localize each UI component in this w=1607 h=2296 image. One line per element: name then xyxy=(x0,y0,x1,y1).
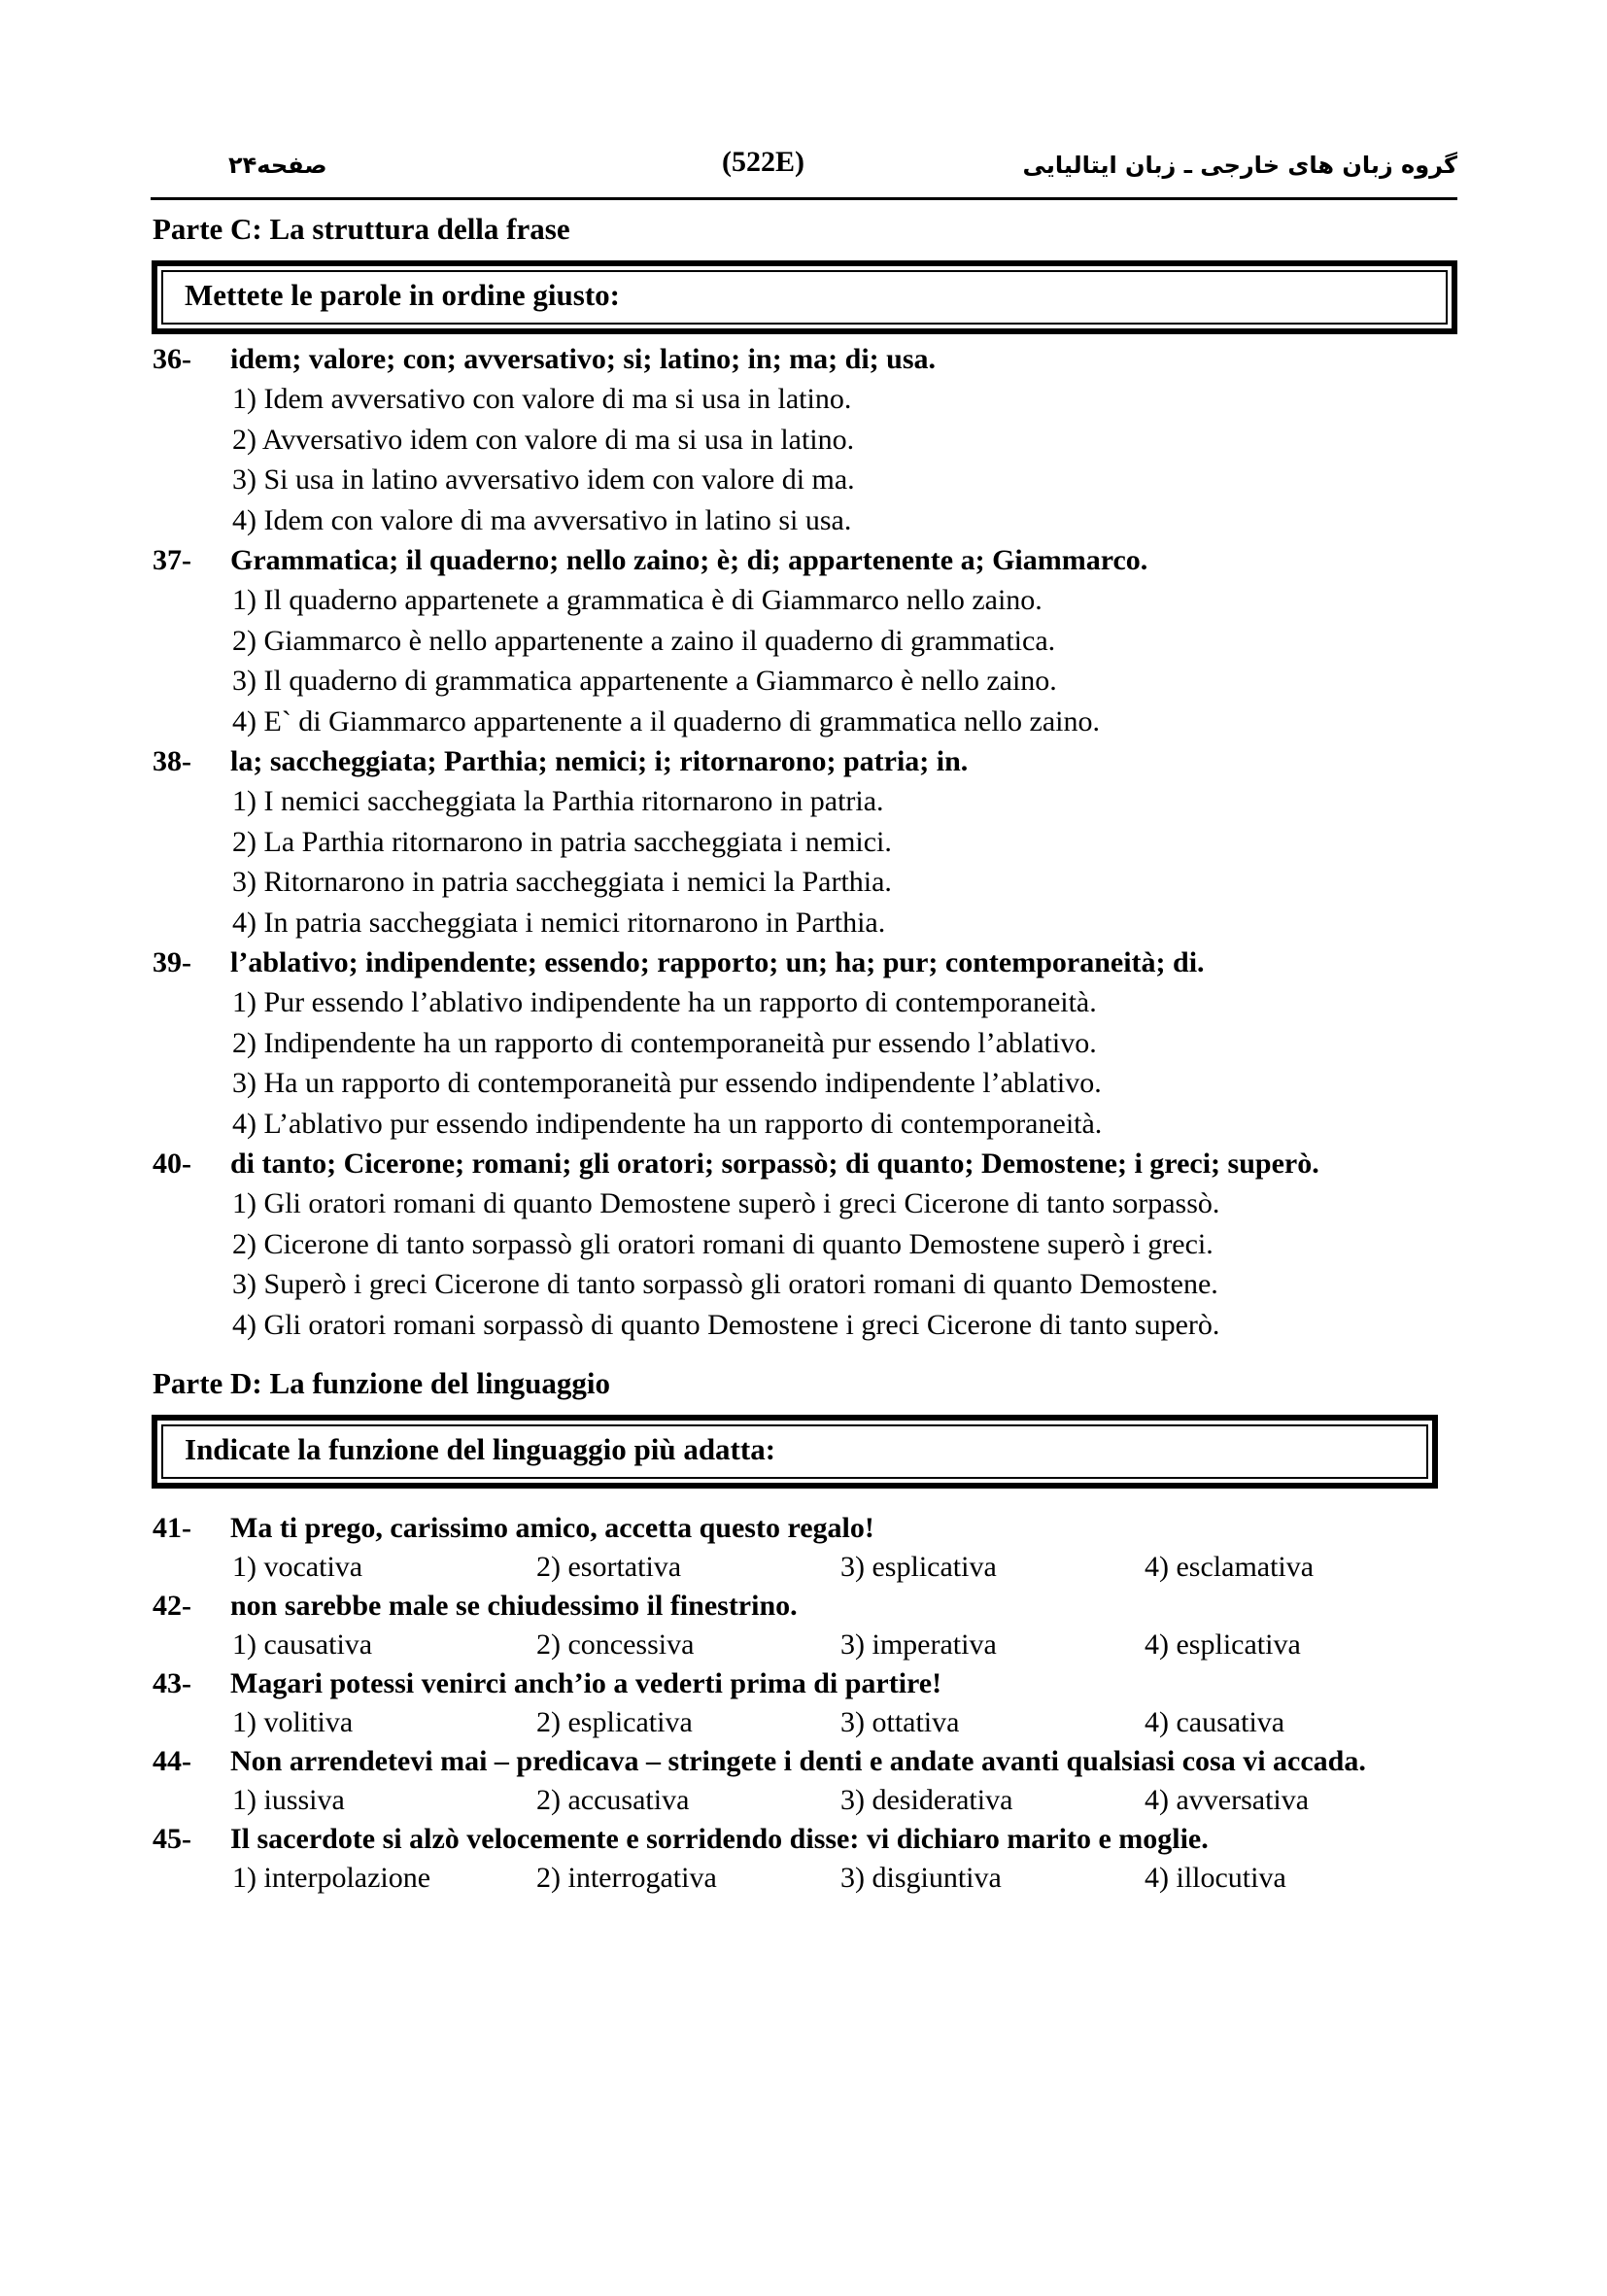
question-stem: Non arrendetevi mai – predicava – stringete i denti e andate avanti qualsiasi cosa vi accada. xyxy=(230,1745,1366,1777)
part-c-instruction-box xyxy=(152,260,1457,334)
question-number: 41- xyxy=(153,1512,191,1544)
part-d-instruction: Indicate la funzione del linguaggio più adatta: xyxy=(161,1424,1428,1479)
option-3[interactable]: 3) imperativa xyxy=(840,1628,997,1661)
question-number: 44- xyxy=(153,1745,191,1777)
question-stem: l’ablativo; indipendente; essendo; rapporto; un; ha; pur; contemporaneità; di. xyxy=(230,946,1205,978)
question-44 xyxy=(153,1742,1474,1820)
question-stem: non sarebbe male se chiudessimo il finestrino. xyxy=(230,1590,798,1622)
option-4[interactable]: 4) esplicativa xyxy=(1145,1628,1301,1661)
question-42 xyxy=(153,1587,1474,1664)
option-4[interactable]: 4) avversativa xyxy=(1145,1784,1310,1816)
question-stem: Il sacerdote si alzò velocemente e sorridendo disse: vi dichiaro marito e moglie. xyxy=(230,1823,1209,1855)
option-4[interactable]: 4) In patria saccheggiata i nemici ritornarono in Parthia. xyxy=(232,906,886,939)
option-4[interactable]: 4) esclamativa xyxy=(1145,1551,1315,1583)
option-3[interactable]: 3) Il quaderno di grammatica appartenente a Giammarco è nello zaino. xyxy=(232,665,1057,698)
option-2[interactable]: 2) Cicerone di tanto sorpassò gli oratori romani di quanto Demostene superò i greci. xyxy=(232,1227,1214,1260)
question-number: 38- xyxy=(153,745,191,777)
question-number: 39- xyxy=(153,946,191,978)
option-2[interactable]: 2) concessiva xyxy=(536,1628,695,1661)
question-stem: Ma ti prego, carissimo amico, accetta questo regalo! xyxy=(230,1512,874,1544)
question-37 xyxy=(153,540,1474,741)
group-title: گروه زبان های خارجی ـ زبان ایتالیایی xyxy=(1022,152,1457,179)
page-number: صفحه۲۴ xyxy=(228,152,327,179)
question-number: 43- xyxy=(153,1667,191,1699)
question-39 xyxy=(153,942,1474,1144)
option-2[interactable]: 2) Giammarco è nello appartenente a zaino il quaderno di grammatica. xyxy=(232,624,1056,657)
question-number: 42- xyxy=(153,1590,191,1622)
option-2[interactable]: 2) interrogativa xyxy=(536,1862,717,1894)
question-stem: Magari potessi venirci anch’io a vederti prima di partire! xyxy=(230,1667,942,1699)
part-d-title: Parte D: La funzione del linguaggio xyxy=(153,1366,611,1400)
option-4[interactable]: 4) causativa xyxy=(1145,1706,1285,1738)
option-1[interactable]: 1) volitiva xyxy=(232,1706,354,1738)
option-1[interactable]: 1) Il quaderno appartenete a grammatica è di Giammarco nello zaino. xyxy=(232,584,1043,616)
page-header xyxy=(151,146,1457,188)
option-1[interactable]: 1) vocativa xyxy=(232,1551,363,1583)
question-number: 36- xyxy=(153,343,191,375)
question-stem: di tanto; Cicerone; romani; gli oratori; sorpassò; di quanto; Demostene; i greci; superò. xyxy=(230,1148,1319,1180)
option-4[interactable]: 4) E` di Giammarco appartenente a il quaderno di grammatica nello zaino. xyxy=(232,704,1100,737)
question-43 xyxy=(153,1664,1474,1742)
option-3[interactable]: 3) Superò i greci Cicerone di tanto sorpassò gli oratori romani di quanto Demostene. xyxy=(232,1268,1218,1301)
option-1[interactable]: 1) I nemici saccheggiata la Parthia ritornarono in patria. xyxy=(232,785,884,817)
option-3[interactable]: 3) Si usa in latino avversativo idem con valore di ma. xyxy=(232,463,855,497)
option-1[interactable]: 1) iussiva xyxy=(232,1784,345,1816)
option-1[interactable]: 1) interpolazione xyxy=(232,1862,431,1894)
option-1[interactable]: 1) causativa xyxy=(232,1628,373,1661)
option-2[interactable]: 2) accusativa xyxy=(536,1784,690,1816)
question-number: 37- xyxy=(153,544,191,576)
question-stem: la; saccheggiata; Parthia; nemici; i; ritornarono; patria; in. xyxy=(230,745,969,777)
exam-code: (522E) xyxy=(722,146,804,178)
option-1[interactable]: 1) Pur essendo l’ablativo indipendente ha un rapporto di contemporaneità. xyxy=(232,986,1097,1018)
option-4[interactable]: 4) L’ablativo pur essendo indipendente ha un rapporto di contemporaneità. xyxy=(232,1107,1103,1140)
option-2[interactable]: 2) Indipendente ha un rapporto di contemporaneità pur essendo l’ablativo. xyxy=(232,1026,1097,1059)
option-4[interactable]: 4) Gli oratori romani sorpassò di quanto Demostene i greci Cicerone di tanto superò. xyxy=(232,1308,1220,1341)
header-rule xyxy=(151,197,1457,200)
option-3[interactable]: 3) desiderativa xyxy=(840,1784,1013,1816)
option-3[interactable]: 3) Ha un rapporto di contemporaneità pur essendo indipendente l’ablativo. xyxy=(232,1067,1102,1100)
option-4[interactable]: 4) illocutiva xyxy=(1145,1862,1286,1894)
question-41 xyxy=(153,1509,1474,1587)
option-1[interactable]: 1) Gli oratori romani di quanto Demostene superò i greci Cicerone di tanto sorpassò. xyxy=(232,1187,1220,1219)
option-2[interactable]: 2) esplicativa xyxy=(536,1706,693,1738)
question-number: 40- xyxy=(153,1148,191,1180)
part-c-instruction: Mettete le parole in ordine giusto: xyxy=(161,270,1448,325)
option-4[interactable]: 4) Idem con valore di ma avversativo in latino si usa. xyxy=(232,503,852,536)
part-d-instruction-box xyxy=(152,1415,1438,1489)
option-1[interactable]: 1) Idem avversativo con valore di ma si usa in latino. xyxy=(232,383,852,415)
option-3[interactable]: 3) esplicativa xyxy=(840,1551,997,1583)
question-36 xyxy=(153,339,1474,540)
option-3[interactable]: 3) ottativa xyxy=(840,1706,960,1738)
option-2[interactable]: 2) Avversativo idem con valore di ma si usa in latino. xyxy=(232,423,855,456)
option-3[interactable]: 3) disgiuntiva xyxy=(840,1862,1002,1894)
part-c-title: Parte C: La struttura della frase xyxy=(153,212,570,246)
question-stem: Grammatica; il quaderno; nello zaino; è; di; appartenente a; Giammarco. xyxy=(230,544,1148,576)
option-3[interactable]: 3) Ritornarono in patria saccheggiata i nemici la Parthia. xyxy=(232,866,892,899)
question-stem: idem; valore; con; avversativo; si; latino; in; ma; di; usa. xyxy=(230,343,937,375)
question-40 xyxy=(153,1144,1474,1345)
option-2[interactable]: 2) esortativa xyxy=(536,1551,682,1583)
question-number: 45- xyxy=(153,1823,191,1855)
question-38 xyxy=(153,741,1474,942)
question-45 xyxy=(153,1820,1474,1898)
option-2[interactable]: 2) La Parthia ritornarono in patria saccheggiata i nemici. xyxy=(232,825,892,858)
